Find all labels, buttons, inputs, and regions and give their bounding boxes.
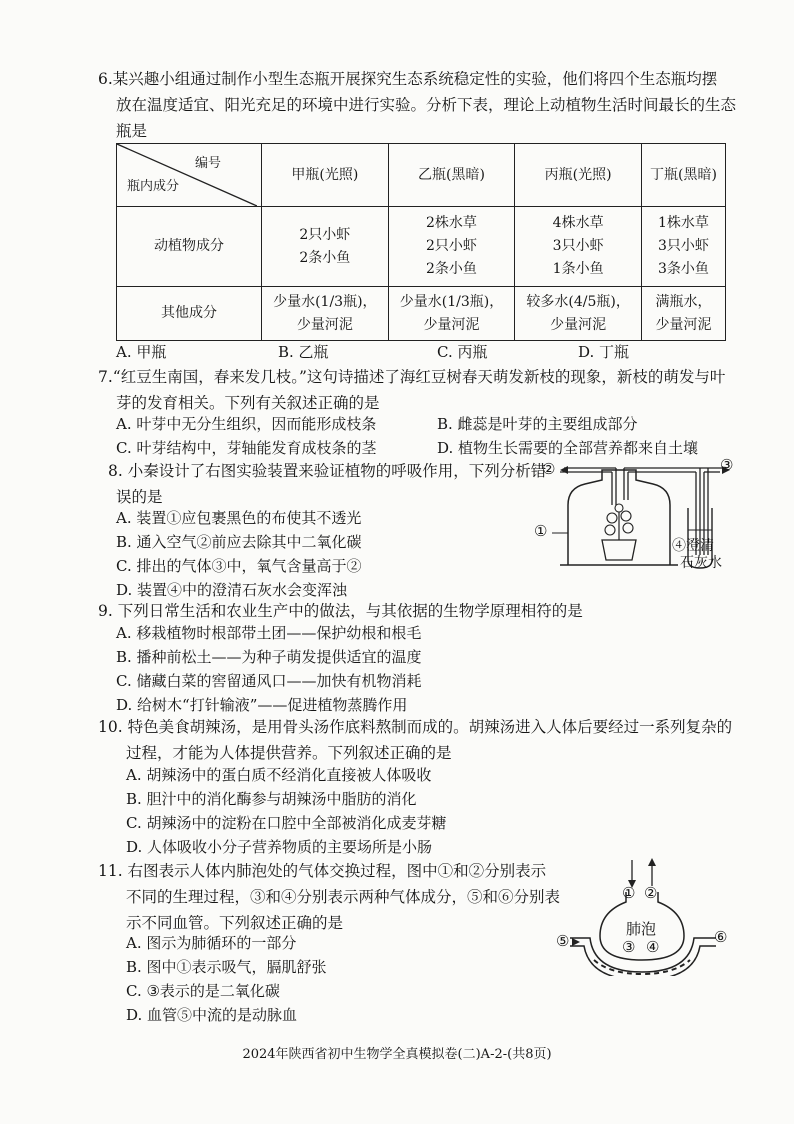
cell-line: 2只小虾 — [426, 238, 477, 254]
table-cell — [641, 287, 725, 341]
q11-line-3: 示不同血管。下列叙述正确的是 — [126, 914, 344, 932]
alveolus-label-3: ③ — [622, 938, 636, 956]
q6-line-2: 放在温度适宜、阳光充足的环境中进行实验。分析下表，理论上动植物生活时间最长的生态 — [116, 96, 737, 114]
q9-option-c[interactable]: C. 储藏白菜的窖留通风口——加快有机物消耗 — [116, 672, 422, 690]
cell-line: 少量水(1/3瓶)， — [273, 293, 377, 310]
cell-line: 少量河泥 — [423, 316, 480, 333]
q6-option-a[interactable]: A. 甲瓶 — [116, 343, 167, 361]
q10-option-d[interactable]: D. 人体吸收小分子营养物质的主要场所是小肠 — [126, 838, 433, 856]
q6-option-c[interactable]: C. 丙瓶 — [437, 343, 488, 361]
alveolus-label: 肺泡 — [626, 920, 657, 938]
page-footer: 2024年陕西省初中生物学全真模拟卷(二)A-2-(共8页) — [242, 1047, 552, 1062]
table-cell — [262, 207, 389, 287]
q10-option-b[interactable]: B. 胆汁中的消化酶参与胡辣汤中脂肪的消化 — [126, 790, 417, 808]
q8-line-1: 8. 小秦设计了右图实验装置来验证植物的呼吸作用，下列分析错 — [108, 462, 547, 480]
q11-line-1: 11. 右图表示人体内肺泡处的气体交换过程，图中①和②分别表示 — [98, 862, 547, 880]
cell-line: 少量水(1/3瓶)， — [399, 293, 504, 310]
label-limewater: 石灰水 — [680, 555, 722, 571]
q11-option-b[interactable]: B. 图中①表示吸气，膈肌舒张 — [126, 958, 327, 976]
alveolus-label-4: ④ — [646, 938, 660, 956]
question-6-stem — [98, 66, 738, 144]
table-row2-label: 其他成分 — [117, 287, 262, 341]
cell-line: 2条小鱼 — [299, 249, 351, 266]
q7-option-d[interactable]: D. 植物生长需要的全部营养都来自土壤 — [437, 439, 699, 457]
cell-line: 4株水草 — [552, 215, 604, 231]
table-cell — [515, 207, 642, 287]
table-row1-label: 动植物成分 — [117, 207, 262, 287]
q7-line-1: 7.“红豆生南国，春来发几枝。”这句诗描述了海红豆树春天萌发新枝的现象，新枝的萌发与叶 — [98, 368, 726, 386]
q6-option-b[interactable]: B. 乙瓶 — [278, 343, 329, 361]
q8-option-c[interactable]: C. 排出的气体③中，氧气含量高于② — [116, 557, 362, 575]
cell-line: 2条小鱼 — [426, 261, 477, 277]
question-11-stem — [98, 858, 568, 936]
alveolus-gas-exchange-figure — [556, 856, 735, 976]
q8-option-d[interactable]: D. 装置④中的澄清石灰水会变浑浊 — [116, 581, 348, 599]
cell-line: 少量河泥 — [550, 316, 607, 333]
alveolus-label-2: ② — [644, 884, 658, 902]
q10-option-c[interactable]: C. 胡辣汤中的淀粉在口腔中全部被消化成麦芽糖 — [126, 814, 447, 832]
table-cell — [515, 287, 642, 341]
vessel-label-5: ⑤ — [556, 932, 570, 950]
alveolus-label-1: ① — [622, 884, 636, 902]
cell-line: 1条小鱼 — [552, 261, 604, 277]
cell-line: 2株水草 — [426, 215, 477, 231]
q9-option-b[interactable]: B. 播种前松土——为种子萌发提供适宜的温度 — [116, 648, 422, 666]
cell-line: 3只小虾 — [658, 238, 709, 254]
question-10-stem — [98, 714, 738, 766]
table-header-yi: 乙瓶(黑暗) — [388, 144, 515, 207]
q8-line-2: 误的是 — [116, 488, 163, 506]
q11-line-2: 不同的生理过程，③和④分别表示两种气体成分，⑤和⑥分别表 — [126, 888, 561, 906]
q11-option-c[interactable]: C. ③表示的是二氧化碳 — [126, 982, 280, 1000]
q7-option-b[interactable]: B. 雌蕊是叶芽的主要组成部分 — [437, 415, 638, 433]
table-cell — [641, 207, 725, 287]
corner-top-label: 编号 — [194, 156, 221, 171]
q6-line-1: 6.某兴趣小组通过制作小型生态瓶开展探究生态系统稳定性的实验，他们将四个生态瓶均摆 — [98, 70, 718, 88]
q10-line-1: 10. 特色美食胡辣汤，是用骨头汤作底料熬制而成的。胡辣汤进入人体后要经过一系列复杂的 — [98, 718, 733, 736]
question-8-stem — [108, 458, 568, 510]
respiration-apparatus-figure — [534, 456, 740, 575]
cell-line: 满瓶水， — [655, 293, 712, 310]
q7-option-a[interactable]: A. 叶芽中无分生组织，因而能形成枝条 — [116, 415, 377, 433]
q8-option-b[interactable]: B. 通入空气②前应去除其中二氧化碳 — [116, 533, 362, 551]
label-1: ① — [534, 522, 548, 540]
q8-option-a[interactable]: A. 装置①应包裹黑色的布使其不透光 — [116, 509, 362, 527]
table-cell — [388, 207, 515, 287]
table-header-jia: 甲瓶(光照) — [262, 144, 389, 207]
cell-line: 较多水(4/5瓶)， — [526, 293, 630, 310]
cell-line: 1株水草 — [658, 215, 709, 231]
table-header-ding: 丁瓶(黑暗) — [641, 144, 725, 207]
label-3: ③ — [720, 456, 734, 474]
question-7-stem — [98, 364, 738, 416]
table-cell — [262, 287, 389, 341]
q9-option-a[interactable]: A. 移栽植物时根部带土团——保护幼根和根毛 — [116, 624, 422, 642]
cell-line: 3只小虾 — [552, 238, 604, 254]
q9-option-d[interactable]: D. 给树木“打针输液”——促进植物蒸腾作用 — [116, 696, 408, 714]
cell-line: 3条小鱼 — [658, 261, 709, 277]
corner-bottom-label: 瓶内成分 — [127, 179, 180, 194]
q6-ecosystem-table — [116, 143, 726, 341]
q10-option-a[interactable]: A. 胡辣汤中的蛋白质不经消化直接被人体吸收 — [126, 766, 432, 784]
q11-option-a[interactable]: A. 图示为肺循环的一部分 — [126, 934, 297, 952]
q7-line-2: 芽的发育相关。下列有关叙述正确的是 — [116, 394, 380, 412]
label-2: ② — [542, 460, 556, 478]
q10-line-2: 过程，才能为人体提供营养。下列叙述正确的是 — [126, 744, 452, 762]
table-cell — [388, 287, 515, 341]
cell-line: 2只小虾 — [299, 226, 351, 243]
vessel-label-6: ⑥ — [714, 928, 728, 946]
cell-line: 少量河泥 — [655, 316, 712, 333]
table-header-bing: 丙瓶(光照) — [515, 144, 642, 207]
q6-option-d[interactable]: D. 丁瓶 — [578, 343, 630, 361]
q7-option-c[interactable]: C. 叶芽结构中，芽轴能发育成枝条的茎 — [116, 439, 377, 457]
alveolus-drawing — [560, 856, 735, 976]
cell-line: 少量河泥 — [296, 316, 353, 333]
q9-line-1: 9. 下列日常生活和农业生产中的做法，与其依据的生物学原理相符的是 — [98, 602, 583, 620]
q11-option-d[interactable]: D. 血管⑤中流的是动脉血 — [126, 1006, 298, 1024]
table-corner-cell — [117, 144, 262, 207]
label-4: ④澄清 — [672, 538, 714, 554]
q6-line-3: 瓶是 — [116, 122, 148, 140]
